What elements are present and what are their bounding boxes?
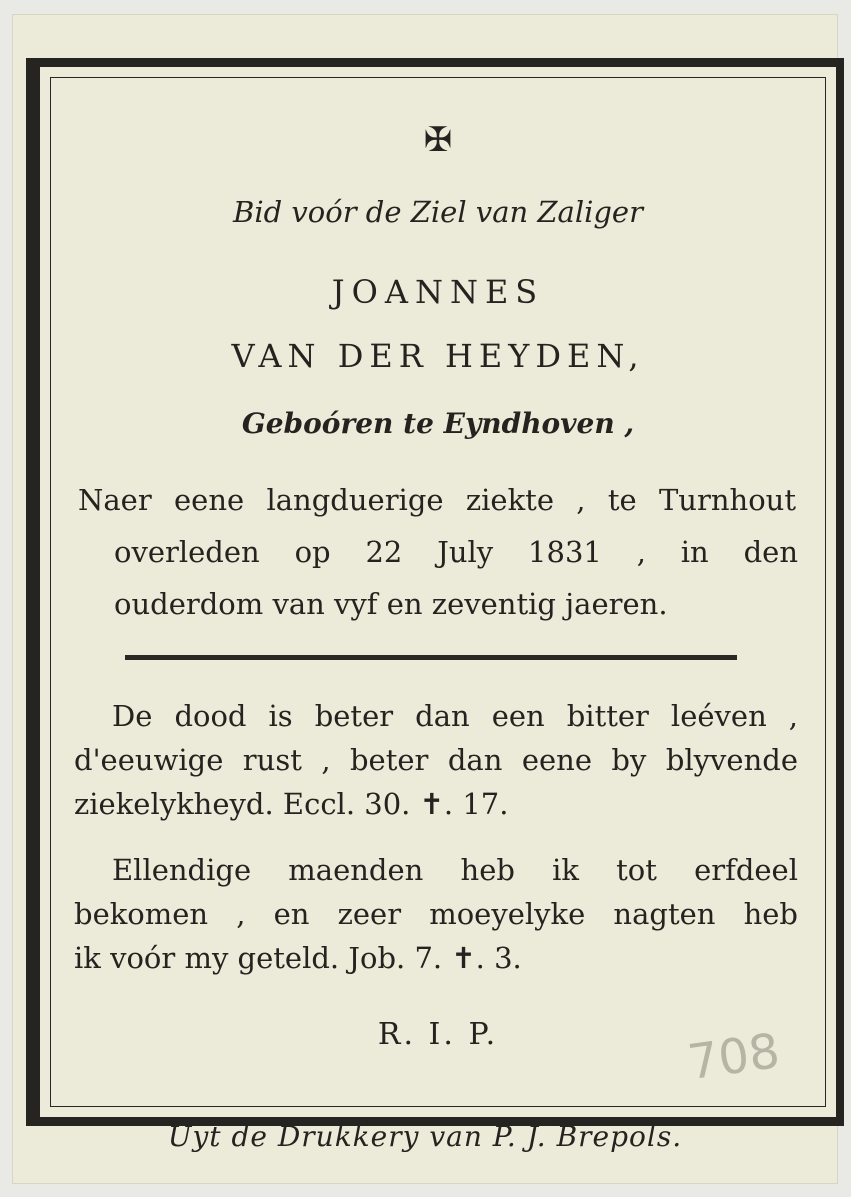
quote1-line-2: d'eeuwige rust , beter dan eene by blyvende [74, 743, 798, 777]
memorial-card [12, 14, 838, 1184]
cross-icon: ✠ [423, 120, 453, 160]
horizontal-divider [125, 655, 737, 660]
quote2-line-3: ik voór my geteld. Job. 7. ✝. 3. [74, 941, 522, 975]
name-first: JOANNES [331, 273, 545, 311]
card-content [40, 67, 836, 1117]
death-line-3: ouderdom van vyf en zeventig jaeren. [114, 587, 668, 621]
rip-text: R. I. P. [377, 1017, 499, 1052]
intro-text: Bid voór de Ziel van Zaliger [233, 195, 643, 229]
death-line-1: Naer eene langduerige ziekte , te Turnhout [78, 483, 796, 517]
quote2-line-2: bekomen , en zeer moeyelyke nagten heb [74, 897, 798, 931]
handwritten-number: 708 [684, 1022, 784, 1092]
birthplace-text: Geboóren te Eyndhoven , [241, 407, 635, 440]
name-last: VAN DER HEYDEN, [231, 337, 645, 375]
outer-border-frame [26, 58, 844, 1126]
printer-imprint: Uyt de Drukkery van P. J. Brepols. [167, 1120, 683, 1153]
quote1-line-3: ziekelykheyd. Eccl. 30. ✝. 17. [74, 787, 509, 821]
quote2-line-1: Ellendige maenden heb ik tot erfdeel [112, 853, 798, 887]
death-line-2: overleden op 22 July 1831 , in den [114, 535, 798, 569]
quote1-line-1: De dood is beter dan een bitter leéven , [112, 699, 798, 733]
